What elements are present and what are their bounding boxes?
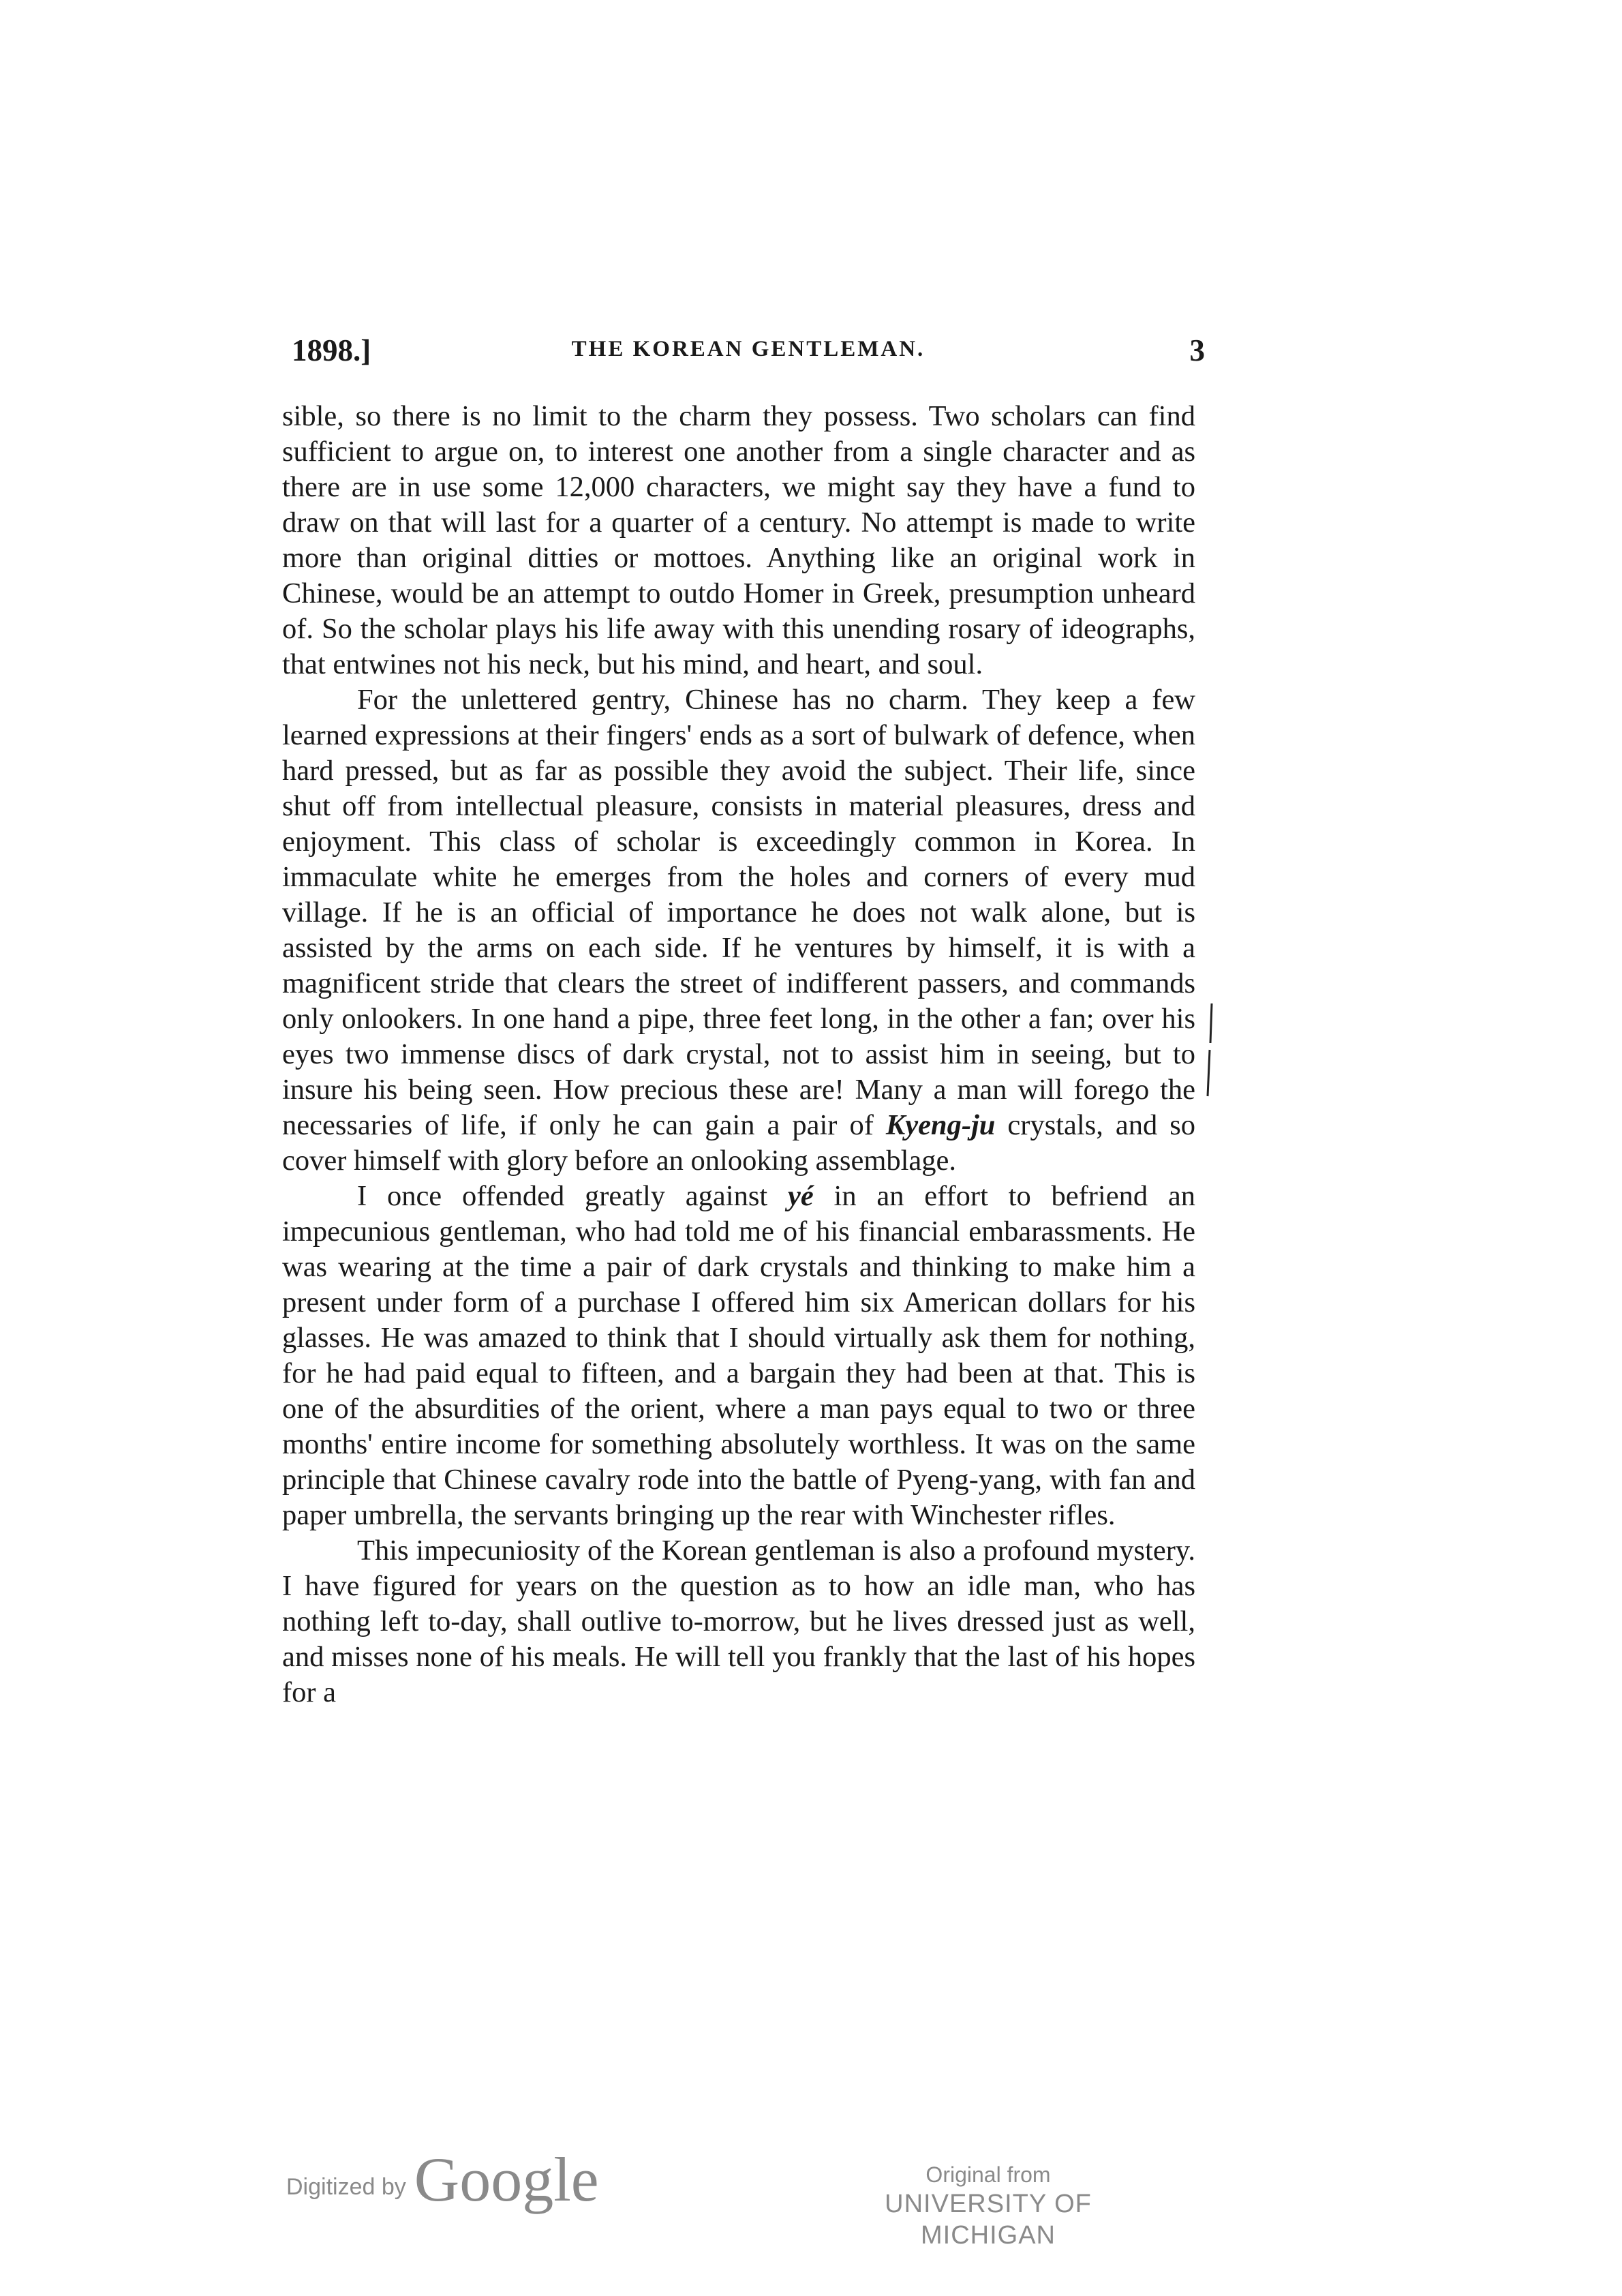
running-header bbox=[292, 333, 1205, 374]
italic-term: Kyeng-ju bbox=[885, 1109, 996, 1141]
italic-term: yé bbox=[787, 1180, 814, 1212]
digitized-by-label: Digitized by bbox=[286, 2174, 406, 2200]
digitized-by-watermark bbox=[286, 2145, 599, 2214]
paragraph-continued: sible, so there is no limit to the charm they possess. Two scholars can find sufficient to argue on, to interest one another from a single character and as there are in use some 12,000 characters, we might say they have a fund to draw on that will last for a quarter of a century. No attempt is made to write more than original ditties or mottoes. Anything like an original work in Chinese, would be an attempt to outdo Homer in Greek, presumption unheard of. So the scholar plays his life away with this unending rosary of ideographs, that entwines not his neck, but his mind, and heart, and soul. bbox=[282, 400, 1195, 680]
header-year: 1898.] bbox=[292, 333, 371, 367]
original-from-label: Original from bbox=[925, 2162, 1051, 2187]
body-text bbox=[282, 399, 1195, 1710]
paragraph-text-before: I once offended greatly against bbox=[357, 1180, 768, 1212]
paragraph-offended bbox=[282, 1179, 1195, 1533]
paragraph-text-after: crystals, and so cover himself with glory before an onlooking assemblage. bbox=[282, 1109, 1196, 1177]
margin-pencil-mark bbox=[1205, 1002, 1214, 1098]
institution-name: UNIVERSITY OF MICHIGAN bbox=[885, 2190, 1092, 2250]
paragraph-text: For the unlettered gentry, Chinese has no charm. They keep a few learned expressions at their fingers' ends as a sort of bulwark of defence, when hard pressed, but as far as possible they avoid the subject. Their life, since shut off from intellectual pleasure, consists in material pleasures, dress and enjoyment. This class of scholar is exceedingly common in Korea. In immaculate white he emerges from the holes and corners of every mud village. If he is an official of importance he does not walk alone, but is assisted by the arms on each side. If he ventures by himself, it is with a magnificent stride that clears the street of indifferent passers, and commands only onlookers. In one hand a pipe, three feet long, in the other a fan; over his eyes two immense discs of dark crystal, not to assist him in seeing, but to insure his being seen. How precious these are! Many a man will forego the necessaries of life, if only he can gain a pair of bbox=[282, 684, 1195, 1141]
google-logo: Google bbox=[414, 2145, 599, 2214]
header-title: THE KOREAN GENTLEMAN. bbox=[571, 337, 925, 361]
page-number: 3 bbox=[1189, 333, 1205, 367]
paragraph-text: in an effort to befriend an impecunious gentleman, who had told me of his financial embarassments. He was wearing at the time a pair of dark crystals and thinking to make him a present under form of a purchase I offered him six American dollars for his glasses. He was amazed to think that I should virtually ask them for nothing, for he had paid equal to fifteen, and a bargain they had been at that. This is one of the absurdities of the orient, where a man pays equal to two or three months' entire income for something absolutely worthless. It was on the same principle that Chinese cavalry rode into the battle of Pyeng-yang, with fan and paper umbrella, the servants bringing up the rear with Winchester rifles. bbox=[282, 1180, 1196, 1531]
paragraph-unlettered-gentry bbox=[282, 682, 1195, 1179]
original-from-watermark bbox=[825, 2161, 1152, 2251]
paragraph-impecuniosity: This impecuniosity of the Korean gentleman is also a profound mystery. I have figured for years on the question as to how an idle man, who has nothing left to-day, shall outlive to-morrow, but he lives dressed just as well, and misses none of his meals. He will tell you frankly that the last of his hopes for a bbox=[282, 1535, 1195, 1708]
